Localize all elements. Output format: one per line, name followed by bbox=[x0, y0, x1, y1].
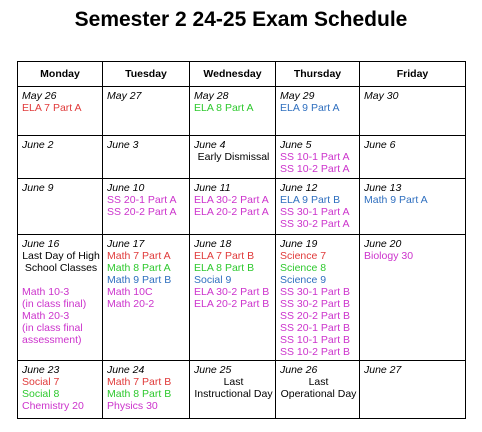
header-friday: Friday bbox=[360, 62, 466, 87]
exam-entry: ELA 7 Part A bbox=[22, 102, 82, 114]
day-cell-wednesday bbox=[190, 136, 276, 179]
cell-date: June 23 bbox=[22, 364, 60, 376]
day-cell-tuesday bbox=[103, 136, 190, 179]
cell-date: June 24 bbox=[107, 364, 145, 376]
day-cell-thursday bbox=[276, 179, 360, 235]
day-cell-tuesday bbox=[103, 179, 190, 235]
exam-entry: Last Operational Day bbox=[280, 376, 357, 400]
exam-entry: SS 20-1 Part B bbox=[280, 322, 351, 334]
exam-entry: ELA 8 Part B bbox=[194, 262, 255, 274]
day-cell-thursday bbox=[276, 87, 360, 136]
cell-date: June 6 bbox=[364, 139, 396, 151]
exam-entry: SS 20-2 Part B bbox=[280, 310, 351, 322]
exam-entry: ELA 30-2 Part A bbox=[194, 194, 269, 206]
header-tuesday: Tuesday bbox=[103, 62, 190, 87]
exam-entry: Science 7 bbox=[280, 250, 327, 262]
exam-entry: Last Day of High School Classes bbox=[22, 250, 100, 274]
header-thursday: Thursday bbox=[276, 62, 360, 87]
exam-entry: Science 9 bbox=[280, 274, 327, 286]
exam-entry: ELA 8 Part A bbox=[194, 102, 254, 114]
day-cell-friday bbox=[360, 235, 466, 361]
week-row bbox=[18, 361, 466, 419]
exam-entry: Early Dismissal bbox=[197, 151, 270, 163]
day-cell-tuesday bbox=[103, 361, 190, 419]
cell-date: May 30 bbox=[364, 90, 399, 102]
exam-entry: SS 10-2 Part A bbox=[280, 163, 350, 175]
day-cell-friday bbox=[360, 87, 466, 136]
day-cell-monday bbox=[18, 136, 103, 179]
cell-date: June 16 bbox=[22, 238, 60, 250]
exam-entry: SS 30-1 Part B bbox=[280, 286, 351, 298]
exam-entry: Social 7 bbox=[22, 376, 60, 388]
cell-date: June 20 bbox=[364, 238, 402, 250]
exam-entry: SS 10-1 Part B bbox=[280, 334, 351, 346]
day-cell-thursday bbox=[276, 361, 360, 419]
day-cell-monday bbox=[18, 235, 103, 361]
cell-date: June 18 bbox=[194, 238, 232, 250]
exam-entry: SS 30-2 Part B bbox=[280, 298, 351, 310]
header-monday: Monday bbox=[18, 62, 103, 87]
cell-date: June 19 bbox=[280, 238, 318, 250]
exam-entry: Social 8 bbox=[22, 388, 60, 400]
exam-entry: SS 20-1 Part A bbox=[107, 194, 177, 206]
exam-entry: Math 8 Part B bbox=[107, 388, 172, 400]
exam-entry: SS 30-2 Part A bbox=[280, 218, 350, 230]
exam-entry: Biology 30 bbox=[364, 250, 414, 262]
cell-date: June 11 bbox=[194, 182, 231, 194]
exam-entry: Math 7 Part B bbox=[107, 376, 172, 388]
cell-date: June 13 bbox=[364, 182, 402, 194]
day-cell-wednesday bbox=[190, 235, 276, 361]
day-cell-friday bbox=[360, 179, 466, 235]
day-cell-wednesday bbox=[190, 179, 276, 235]
day-cell-friday bbox=[360, 136, 466, 179]
exam-entry: SS 20-2 Part A bbox=[107, 206, 177, 218]
cell-date: June 10 bbox=[107, 182, 145, 194]
exam-entry: Math 8 Part A bbox=[107, 262, 171, 274]
exam-entry: Math 9 Part A bbox=[364, 194, 428, 206]
weekday-header-row bbox=[18, 62, 466, 87]
schedule-body bbox=[18, 87, 466, 419]
header-wednesday: Wednesday bbox=[190, 62, 276, 87]
cell-date: June 25 bbox=[194, 364, 232, 376]
cell-date: May 29 bbox=[280, 90, 315, 102]
exam-entry: assessment) bbox=[22, 334, 82, 346]
day-cell-thursday bbox=[276, 136, 360, 179]
cell-date: June 27 bbox=[364, 364, 402, 376]
exam-entry: Math 10C bbox=[107, 286, 153, 298]
day-cell-monday bbox=[18, 179, 103, 235]
day-cell-wednesday bbox=[190, 361, 276, 419]
week-row bbox=[18, 87, 466, 136]
exam-schedule-table bbox=[17, 61, 466, 419]
page-title: Semester 2 24-25 Exam Schedule bbox=[74, 8, 408, 31]
exam-entry: ELA 7 Part B bbox=[194, 250, 255, 262]
exam-entry: ELA 20-2 Part B bbox=[194, 298, 270, 310]
day-cell-friday bbox=[360, 361, 466, 419]
cell-date: June 17 bbox=[107, 238, 145, 250]
exam-entry: Math 20-2 bbox=[107, 298, 155, 310]
exam-entry: Math 10-3 bbox=[22, 286, 70, 298]
cell-date: June 2 bbox=[22, 139, 54, 151]
cell-date: June 9 bbox=[22, 182, 54, 194]
cell-date: June 3 bbox=[107, 139, 139, 151]
exam-entry: Physics 30 bbox=[107, 400, 158, 412]
day-cell-tuesday bbox=[103, 235, 190, 361]
cell-date: May 26 bbox=[22, 90, 57, 102]
day-cell-monday bbox=[18, 361, 103, 419]
exam-entry bbox=[22, 274, 100, 286]
exam-entry: Math 20-3 bbox=[22, 310, 70, 322]
week-row bbox=[18, 179, 466, 235]
exam-entry: ELA 30-2 Part B bbox=[194, 286, 270, 298]
exam-entry: Social 9 bbox=[194, 274, 232, 286]
day-cell-wednesday bbox=[190, 87, 276, 136]
exam-entry: (in class final bbox=[22, 322, 83, 334]
week-row bbox=[18, 136, 466, 179]
exam-entry: SS 10-1 Part A bbox=[280, 151, 350, 163]
exam-entry: Math 9 Part B bbox=[107, 274, 172, 286]
week-row bbox=[18, 235, 466, 361]
exam-entry: Science 8 bbox=[280, 262, 327, 274]
day-cell-thursday bbox=[276, 235, 360, 361]
cell-date: June 26 bbox=[280, 364, 318, 376]
exam-entry: ELA 9 Part B bbox=[280, 194, 341, 206]
day-cell-tuesday bbox=[103, 87, 190, 136]
exam-entry: Chemistry 20 bbox=[22, 400, 84, 412]
exam-entry: SS 30-1 Part A bbox=[280, 206, 350, 218]
exam-entry: Math 7 Part A bbox=[107, 250, 171, 262]
cell-date: June 12 bbox=[280, 182, 318, 194]
cell-date: June 4 bbox=[194, 139, 226, 151]
cell-date: May 28 bbox=[194, 90, 229, 102]
exam-entry: Last Instructional Day bbox=[194, 376, 273, 400]
exam-entry: ELA 20-2 Part A bbox=[194, 206, 269, 218]
exam-entry: ELA 9 Part A bbox=[280, 102, 340, 114]
cell-date: May 27 bbox=[107, 90, 142, 102]
exam-entry: (in class final) bbox=[22, 298, 87, 310]
day-cell-monday bbox=[18, 87, 103, 136]
cell-date: June 5 bbox=[280, 139, 312, 151]
exam-entry: SS 10-2 Part B bbox=[280, 346, 351, 358]
